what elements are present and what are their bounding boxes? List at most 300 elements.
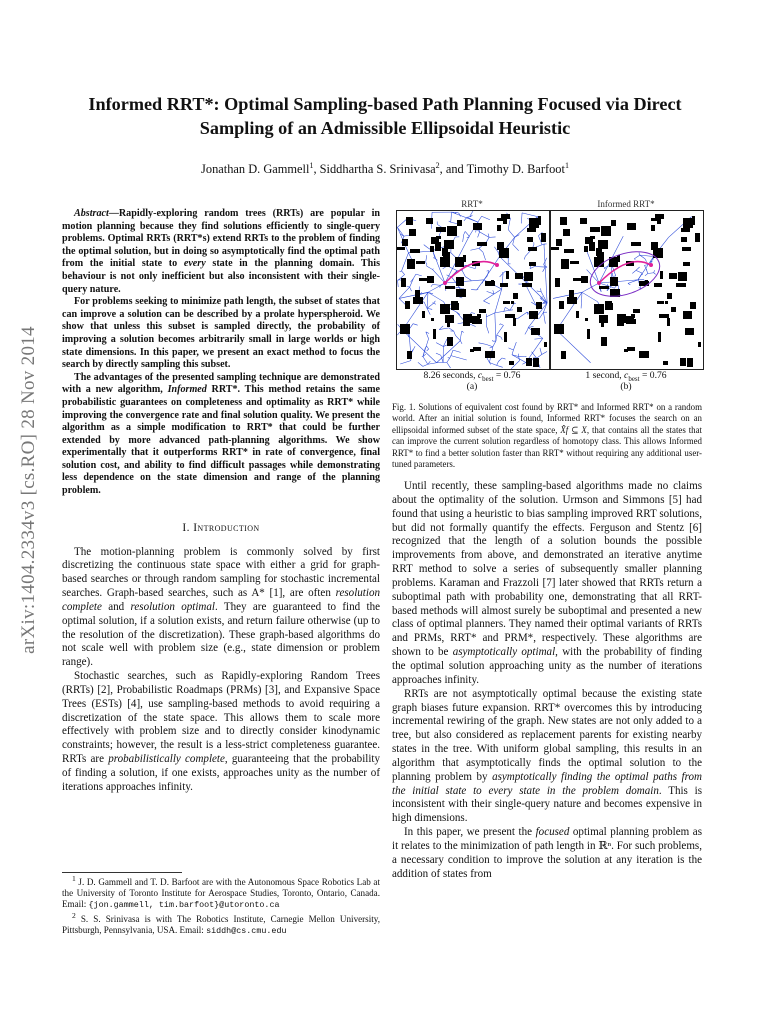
obstacle	[655, 214, 664, 219]
obstacle	[405, 301, 410, 309]
tree-edge	[427, 266, 433, 269]
obstacle	[522, 283, 532, 287]
tree-edge	[428, 292, 444, 301]
obstacle	[683, 262, 690, 266]
obstacle	[456, 277, 464, 286]
arxiv-sidebar-stamp	[14, 270, 44, 710]
obstacle	[504, 332, 507, 342]
tree-edge	[471, 215, 473, 217]
tree-edge	[534, 338, 542, 339]
tree-edge	[486, 237, 489, 242]
tree-edge	[482, 216, 490, 219]
panel-b-stats	[550, 370, 702, 381]
tree-edge	[483, 294, 494, 301]
tree-edge	[522, 362, 525, 364]
obstacle	[601, 337, 607, 346]
body-text: , with the probability of finding the optimal solution approaching unity as the number of iterations approaches infinity.	[392, 646, 703, 686]
affiliation-mark: 2	[435, 160, 440, 170]
tree-edge	[423, 357, 428, 365]
footnote	[62, 873, 380, 912]
tree-edge	[479, 248, 483, 252]
tree-edge	[599, 280, 638, 283]
obstacle	[631, 314, 635, 318]
tree-edge	[465, 277, 471, 281]
obstacle	[529, 218, 539, 228]
tree-edge	[525, 330, 528, 335]
obstacle	[511, 301, 514, 304]
body-emphasis: focused	[535, 826, 570, 839]
obstacle	[561, 259, 569, 269]
section-heading	[62, 522, 380, 536]
tree-edge	[413, 274, 415, 278]
tree-edge	[459, 297, 462, 298]
tree-edge	[426, 262, 427, 264]
tree-edge	[540, 312, 544, 318]
body-text: . They are guaranteed to find the optimal solution, if a solution exists, and return failure otherwise (up to the resolution of the discretization). These graph-based algorithms do not scale well with problem size (e.g., state dimension or problem range).	[62, 600, 380, 669]
obstacle	[678, 272, 687, 281]
right-column	[392, 480, 702, 881]
tree-edge	[498, 358, 502, 362]
abstract-emphasis: every	[183, 258, 206, 270]
obstacle	[659, 314, 669, 318]
author-separator: ,	[313, 162, 320, 176]
tree-edge	[467, 217, 478, 222]
body-paragraph	[392, 826, 702, 881]
obstacle	[513, 293, 518, 299]
obstacle	[409, 229, 416, 236]
obstacle	[541, 233, 546, 242]
obstacle	[447, 226, 457, 236]
obstacle	[598, 240, 608, 249]
tree-edge	[449, 328, 454, 331]
tree-edge	[636, 267, 640, 270]
tree-edge	[460, 341, 462, 344]
obstacle	[431, 318, 434, 321]
obstacle	[413, 297, 423, 304]
tree-edge	[497, 325, 504, 335]
tree-edge	[540, 348, 542, 355]
section-title: Introduction	[193, 521, 260, 534]
tree-edge	[654, 270, 655, 273]
abstract-paragraph	[62, 372, 380, 498]
obstacle	[594, 257, 604, 267]
abstract-dash: —	[108, 208, 119, 219]
cost-symbol: c	[477, 370, 483, 381]
rrt-star-plot	[397, 211, 549, 369]
tree-edge	[493, 341, 496, 347]
tree-edge	[543, 312, 545, 323]
tree-edge	[433, 269, 434, 270]
obstacle	[416, 261, 425, 264]
obstacle	[658, 332, 661, 342]
obstacle	[570, 261, 579, 264]
obstacle	[561, 351, 566, 359]
obstacle	[513, 318, 516, 326]
tree-edge	[632, 270, 636, 273]
obstacle	[536, 302, 542, 309]
body-emphasis: probabilistically complete	[108, 753, 225, 766]
abstract-paragraph: For problems seeking to minimize path length, the subset of states that can improve a solution can be described by a prolate hyperspheroid. We show that unless this subset is sampled directly, the probability of improving a solution becomes arbitrarily small in large worlds or high state dimensions. In this paper, we present an exact method to focus the search by directly sampling this subset.	[62, 296, 380, 371]
tree-edge	[508, 218, 510, 229]
tree-edge	[502, 358, 505, 359]
tree-edge	[434, 258, 437, 260]
goal-state	[495, 263, 499, 267]
obstacle	[407, 259, 415, 269]
author-name: Jonathan D. Gammell	[201, 162, 310, 176]
body-paragraph	[392, 480, 702, 688]
body-paragraph	[62, 670, 380, 795]
body-text: RRTs are not asymptotically optimal because the existing state graph biases future expansion. RRT* overcomes this by introducing incremental rewiring of the graph. New states are not only added to a tree, but also considered as replacement parents for existing nearby states in the tree. With uniform global sampling, this results in an algorithm that asymptotically finds the optimal solution to the planning problem by	[392, 687, 702, 783]
tree-edge	[467, 237, 470, 238]
footnote-rule	[62, 872, 182, 873]
obstacle	[590, 227, 600, 232]
caption-math: X̂f ⊆ X	[560, 424, 587, 435]
tree-edge	[434, 301, 436, 303]
tree-edge	[513, 244, 519, 250]
tree-edge	[431, 285, 433, 287]
tree-edge	[537, 355, 542, 359]
footnotes	[62, 872, 380, 939]
obstacle	[695, 233, 700, 242]
obstacle	[527, 228, 536, 232]
obstacle	[680, 358, 686, 366]
obstacle	[497, 225, 501, 231]
tree-edge	[543, 303, 547, 312]
tree-edge	[611, 287, 615, 288]
tree-edge	[500, 324, 501, 325]
obstacle	[698, 342, 701, 347]
obstacle	[617, 255, 620, 262]
tree-edge	[450, 356, 451, 358]
obstacle	[584, 246, 588, 252]
obstacle	[681, 237, 687, 242]
tree-edge	[497, 365, 503, 367]
tree-edge	[427, 308, 430, 314]
tree-edge	[467, 217, 471, 218]
tree-edge	[400, 361, 411, 364]
tree-edge	[502, 272, 503, 273]
obstacle	[657, 301, 664, 304]
obstacle	[527, 237, 533, 242]
tree-edge	[479, 343, 487, 345]
tree-edge	[433, 270, 445, 283]
obstacle	[456, 289, 466, 297]
tree-edge	[402, 271, 405, 275]
obstacle	[463, 314, 472, 318]
tree-edge	[518, 312, 527, 318]
obstacle	[669, 273, 677, 279]
obstacle	[627, 223, 636, 230]
obstacle	[599, 286, 609, 289]
search-tree	[397, 211, 547, 369]
obstacle	[601, 318, 604, 327]
tree-edge	[483, 301, 489, 304]
obstacle	[580, 218, 587, 224]
tree-edge	[486, 344, 493, 346]
footnote-mark: 1	[72, 873, 76, 883]
caption-label: Fig. 1.	[392, 402, 416, 412]
tree-edge	[487, 291, 494, 294]
obstacle	[473, 223, 482, 230]
left-column	[62, 208, 380, 795]
obstacle	[684, 313, 688, 316]
tree-edge	[581, 292, 582, 308]
obstacle	[639, 351, 649, 358]
footnote-text: S. S. Srinivasa is with The Robotics Institute, Carnegie Mellon University, Pittsburgh, Pennsylvania, USA. Email:	[62, 913, 380, 935]
obstacle	[610, 277, 618, 286]
tree-edge	[464, 217, 467, 221]
tree-edge	[484, 276, 487, 280]
author-name: Siddhartha S. Srinivasa	[319, 162, 436, 176]
tree-edge	[449, 221, 451, 222]
tree-edge	[441, 355, 443, 362]
tree-edge	[537, 291, 541, 292]
obstacle	[528, 247, 537, 251]
obstacle	[587, 329, 590, 339]
panel-b-label: (b)	[620, 381, 632, 392]
body-text: The motion-planning problem is commonly solved by first discretizing the continuous state space with either a grid for graph-based searches or through random sampling for stochastic incremental searches. Graph-based searches, such as A* [1], are often	[62, 545, 380, 600]
tree-edge	[501, 337, 502, 339]
panel-b-plot	[550, 210, 704, 370]
figure-1	[392, 200, 702, 400]
obstacle	[564, 249, 574, 253]
panel-a-plot	[396, 210, 550, 370]
obstacle	[515, 273, 523, 279]
tree-edge	[413, 324, 418, 325]
obstacle	[505, 314, 515, 318]
obstacle	[555, 278, 560, 287]
obstacle	[470, 349, 474, 352]
tree-edge	[423, 364, 428, 366]
obstacle	[605, 303, 613, 310]
obstacle	[430, 246, 434, 252]
obstacle	[436, 227, 446, 232]
obstacle	[402, 239, 408, 246]
author-list	[60, 162, 710, 177]
tree-edge	[427, 292, 428, 308]
body-text: , guaranteeing that the probability of finding a solution, if one exists, approaches unity as the number of iterations approaches infinity.	[62, 753, 380, 793]
tree-edge	[528, 328, 529, 330]
tree-edge	[427, 349, 429, 351]
tree-edge	[654, 273, 656, 275]
obstacle	[665, 301, 668, 304]
tree-edge	[432, 285, 440, 286]
obstacle	[654, 283, 662, 287]
tree-edge	[459, 287, 461, 289]
obstacle	[651, 225, 655, 231]
obstacle	[581, 276, 588, 283]
cost-subscript: best	[482, 374, 494, 383]
tree-edge	[587, 270, 599, 283]
start-state	[443, 281, 447, 285]
tree-edge	[543, 267, 546, 272]
obstacle	[682, 247, 691, 251]
tree-edge	[628, 283, 630, 285]
obstacle	[491, 280, 494, 286]
tree-edge	[508, 348, 513, 350]
obstacle	[681, 228, 690, 232]
tree-edge	[426, 255, 427, 262]
tree-edge	[455, 335, 460, 340]
tree-edge	[410, 287, 412, 291]
obstacle	[556, 239, 562, 246]
footnote-mark: 2	[72, 910, 76, 920]
obstacle	[560, 217, 567, 225]
body-math: ℝⁿ	[598, 839, 612, 852]
body-text: Stochastic searches, such as Rapidly-exploring Random Trees (RRTs) [2], Probabilistic Roadmaps (PRMs) [3], and Expansive Space Trees (ESTs) [4], use sampling-based methods to avoid requiring a discretization of the state space. This allows them to scale more effectively with problem size and to directly consider kinodynamic constraints; however, the result is a less-strict completeness guarantee. RRTs are	[62, 670, 380, 766]
obstacle	[671, 307, 676, 312]
obstacle	[633, 309, 640, 313]
panel-a-label: (a)	[466, 381, 478, 392]
panel-a-title: RRT*	[461, 199, 483, 209]
section-number: I.	[182, 521, 194, 534]
obstacle	[455, 257, 464, 267]
goal-state	[649, 263, 653, 267]
tree-edge	[455, 287, 459, 288]
abstract-emphasis: Informed	[167, 384, 207, 396]
tree-edge	[462, 331, 464, 332]
obstacle	[473, 347, 481, 351]
panel-time: 1 second,	[585, 370, 625, 381]
obstacle	[544, 342, 547, 347]
tree-edge	[445, 280, 484, 283]
obstacle	[585, 318, 588, 321]
tree-edge	[463, 235, 464, 242]
author-name: Timothy D. Barfoot	[466, 162, 565, 176]
tree-edge	[512, 350, 513, 355]
obstacle	[407, 351, 412, 359]
obstacle	[559, 301, 564, 309]
tree-edge	[513, 342, 516, 350]
obstacle	[554, 324, 564, 334]
tree-edge	[464, 231, 465, 234]
obstacle	[433, 329, 436, 339]
abstract-paragraph	[62, 208, 380, 296]
tree-edge	[480, 232, 490, 238]
abstract	[62, 208, 380, 498]
tree-edge	[475, 266, 476, 269]
obstacle	[501, 214, 510, 219]
tree-edge	[486, 313, 495, 317]
obstacle	[419, 278, 427, 281]
obstacles	[397, 214, 547, 367]
obstacle	[611, 220, 616, 226]
footnote-text: J. D. Gammell and T. D. Barfoot are with the Autonomous Space Robotics Lab at the University of Toronto Institute for Aerospace Studies, Toronto, Ontario, Canada. Email:	[62, 877, 380, 910]
obstacle	[509, 361, 514, 365]
tree-edge	[424, 302, 427, 308]
tree-edge	[465, 231, 469, 236]
obstacle	[415, 290, 420, 298]
tree-edge	[645, 259, 647, 262]
obstacle	[445, 286, 455, 289]
obstacle	[589, 242, 595, 251]
panel-a-stats	[396, 370, 548, 381]
tree-edge	[453, 350, 461, 352]
body-text: optimal planning problem as it relates to the minimization of path length in	[392, 826, 702, 852]
tree-edge	[636, 270, 642, 273]
obstacle	[477, 314, 481, 318]
obstacle	[526, 358, 532, 366]
body-paragraph	[392, 688, 702, 826]
informed-rrt-star-plot	[551, 211, 703, 369]
search-tree	[553, 217, 692, 363]
footnote-email[interactable]: siddh@cs.cmu.edu	[206, 925, 287, 936]
tree-edge	[495, 313, 496, 341]
obstacle	[569, 290, 574, 298]
tree-edge	[497, 335, 502, 337]
obstacle	[517, 307, 522, 312]
panel-a-caption	[396, 370, 548, 392]
obstacle	[531, 328, 540, 335]
obstacle	[617, 314, 626, 318]
obstacle	[567, 297, 577, 304]
tree-edge	[436, 343, 443, 347]
tree-edge	[497, 362, 499, 366]
tree-edge	[471, 313, 475, 314]
panel-b-title: Informed RRT*	[597, 199, 655, 209]
tree-edge	[521, 213, 522, 224]
obstacle	[619, 318, 629, 322]
obstacle	[500, 283, 508, 287]
obstacles	[551, 214, 701, 367]
obstacle	[499, 248, 509, 258]
tree-edge	[495, 310, 510, 313]
obstacle	[397, 247, 405, 250]
body-text: In this paper, we present the	[404, 826, 536, 839]
tree-edge	[447, 358, 450, 362]
obstacle	[667, 293, 672, 299]
tree-edge	[514, 303, 515, 304]
tree-edge	[634, 255, 640, 259]
tree-edge	[398, 281, 399, 287]
tree-edge	[535, 266, 546, 267]
cost-subscript: best	[628, 374, 640, 383]
obstacle	[576, 311, 579, 318]
obstacle	[533, 358, 539, 367]
obstacle	[435, 242, 441, 251]
tree-edge	[505, 307, 510, 310]
abstract-text: The advantages of the presented sampling technique are demonstrated with a new algorithm,	[62, 371, 380, 396]
tree-edge	[582, 292, 598, 301]
tree-edge	[500, 324, 503, 326]
abstract-text: state in the planning domain. This behaviour is not only inefficient but also inconsistent with their single-query nature.	[62, 258, 380, 295]
cost-value: = 0.76	[639, 370, 667, 381]
body-emphasis: resolution complete	[62, 587, 380, 613]
tree-edge	[407, 286, 410, 287]
affiliation-mark: 1	[564, 160, 569, 170]
tree-edge	[470, 248, 479, 250]
tree-edge	[434, 303, 436, 304]
tree-edge	[648, 273, 654, 274]
obstacle	[479, 309, 486, 313]
obstacle	[485, 351, 495, 358]
cost-value: = 0.76	[493, 370, 521, 381]
footnote-email[interactable]: {jon.gammell, tim.barfoot}@utoronto.ca	[88, 900, 280, 911]
obstacle	[667, 318, 670, 326]
affiliation-mark: 1	[309, 160, 314, 170]
author-separator: , and	[439, 162, 467, 176]
tree-edge	[424, 245, 428, 248]
tree-edge	[427, 346, 429, 349]
obstacle	[627, 347, 635, 351]
obstacle	[463, 255, 466, 262]
tree-edge	[451, 356, 467, 360]
obstacle	[690, 302, 696, 309]
body-paragraph	[62, 546, 380, 671]
obstacle	[465, 318, 475, 322]
body-text: Until recently, these sampling-based algorithms made no claims about the optimality of the solution. Urmson and Simmons [5] had found that using a heuristic to bias sampling improved RRT solutions, but did not formally quantify the effects. Ferguson and Stentz [6] recognized that the length of a solution bounds the possible improvements from above, and demonstrated an iterative anytime RRT method to solve a series of subsequently smaller planning problems. Karaman and Frazzoli [7] later showed that RRTs return a suboptimal path with probability one, demonstrating that all RRT-based methods will almost surely be suboptimal and presented a new class of optimal planners. They named their optimal variants of RRTs and PRMs, RRT* and PRM*, respectively. These algorithms are shown to be	[392, 480, 702, 659]
tree-edge	[524, 256, 525, 259]
